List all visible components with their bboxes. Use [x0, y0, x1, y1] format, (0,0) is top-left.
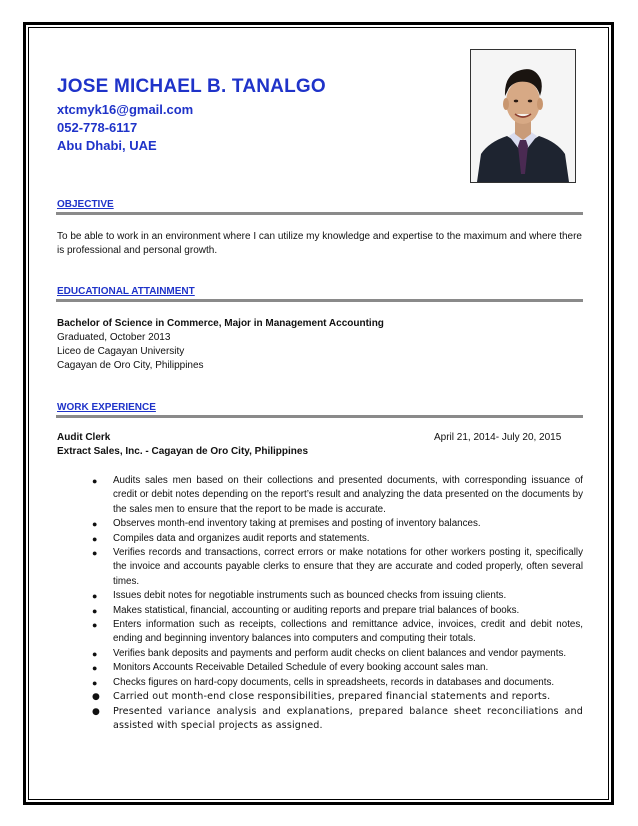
experience-divider	[56, 415, 583, 418]
duty-item: ● Issues debit notes for negotiable instruments such as bounced checks from issuing clients.	[57, 589, 583, 603]
bullet-icon: ●	[92, 519, 98, 530]
bullet-icon: ●	[92, 620, 98, 631]
bullet-icon: ●	[92, 692, 101, 703]
duty-item: ● Checks figures on hard-copy documents, cells in spreadsheets, records in databases and documents.	[57, 676, 583, 690]
school-text: Liceo de Cagayan University	[57, 346, 185, 357]
duty-item: ● Audits sales men based on their collections and presented documents, with corresponding issuance of credit or debit notes depending on the report’s result and analyzing the data presented on the documents by the sales men to ensure that the report to be made is accurate.	[92, 475, 583, 515]
bullet-icon: ●	[92, 648, 98, 659]
objective-text: To be able to work in an environment where I can utilize my knowledge and expertise to the maximum and where there is professional and personal growth.	[57, 231, 582, 256]
duty-item: ● Monitors Accounts Receivable Detailed Schedule of every booking account sales man.	[57, 661, 583, 675]
duty-item: ● Carried out month-end close responsibilities, prepared financial statements and reports.	[57, 690, 583, 704]
job-company: Extract Sales, Inc. - Cagayan de Oro City, Philippines	[57, 446, 309, 457]
duty-item: ● Presented variance analysis and explanations, prepared balance sheet reconciliations and assisted with special projects as assigned.	[92, 705, 583, 731]
graduation-text: Graduated, October 2013	[57, 332, 171, 343]
duties-list	[57, 474, 583, 733]
duty-item: ● Compiles data and organizes audit reports and statements.	[57, 532, 583, 546]
bullet-icon: ●	[92, 663, 98, 674]
objective-heading: OBJECTIVE	[57, 199, 114, 210]
candidate-name: JOSE MICHAEL B. TANALGO	[57, 76, 326, 97]
duty-item: ● Observes month-end inventory taking at premises and posting of inventory balances.	[57, 517, 583, 531]
bullet-icon: ●	[92, 605, 98, 616]
profile-photo	[470, 49, 576, 183]
portrait-illustration	[471, 50, 575, 182]
bullet-icon: ●	[92, 591, 98, 602]
duty-item: ● Verifies bank deposits and payments and perform audit checks on client balances and vendor payments.	[57, 647, 583, 661]
objective-divider	[56, 212, 583, 215]
bullet-icon: ●	[92, 533, 98, 544]
duty-item: ● Verifies records and transactions, correct errors or make notations for other workers posting it, specifically the invoice and accounts payable clerks to ensure that they are accurate and coded properly, often several times.	[92, 547, 583, 587]
phone-text: 052-778-6117	[57, 120, 138, 135]
education-heading: EDUCATIONAL ATTAINMENT	[57, 286, 195, 297]
bullet-icon: ●	[92, 677, 98, 688]
location-text: Abu Dhabi, UAE	[57, 138, 157, 153]
job-position: Audit Clerk	[57, 432, 111, 443]
duty-item: ● Makes statistical, financial, accounting or auditing reports and prepare trial balances of books.	[57, 604, 583, 618]
duty-item: ● Enters information such as receipts, collections and remittance advice, invoices, credit and debit notes, ending and beginning inventory balances into computers and computing their totals.	[92, 619, 583, 645]
email-text: xtcmyk16@gmail.com	[57, 102, 194, 117]
job-dates: April 21, 2014- July 20, 2015	[434, 432, 562, 443]
school-city-text: Cagayan de Oro City, Philippines	[57, 360, 204, 371]
education-divider	[56, 299, 583, 302]
bullet-icon: ●	[92, 548, 98, 559]
bullet-icon: ●	[92, 476, 98, 486]
experience-heading: WORK EXPERIENCE	[57, 402, 156, 413]
bullet-icon: ●	[92, 706, 101, 717]
degree-text: Bachelor of Science in Commerce, Major in Management Accounting	[57, 318, 384, 329]
